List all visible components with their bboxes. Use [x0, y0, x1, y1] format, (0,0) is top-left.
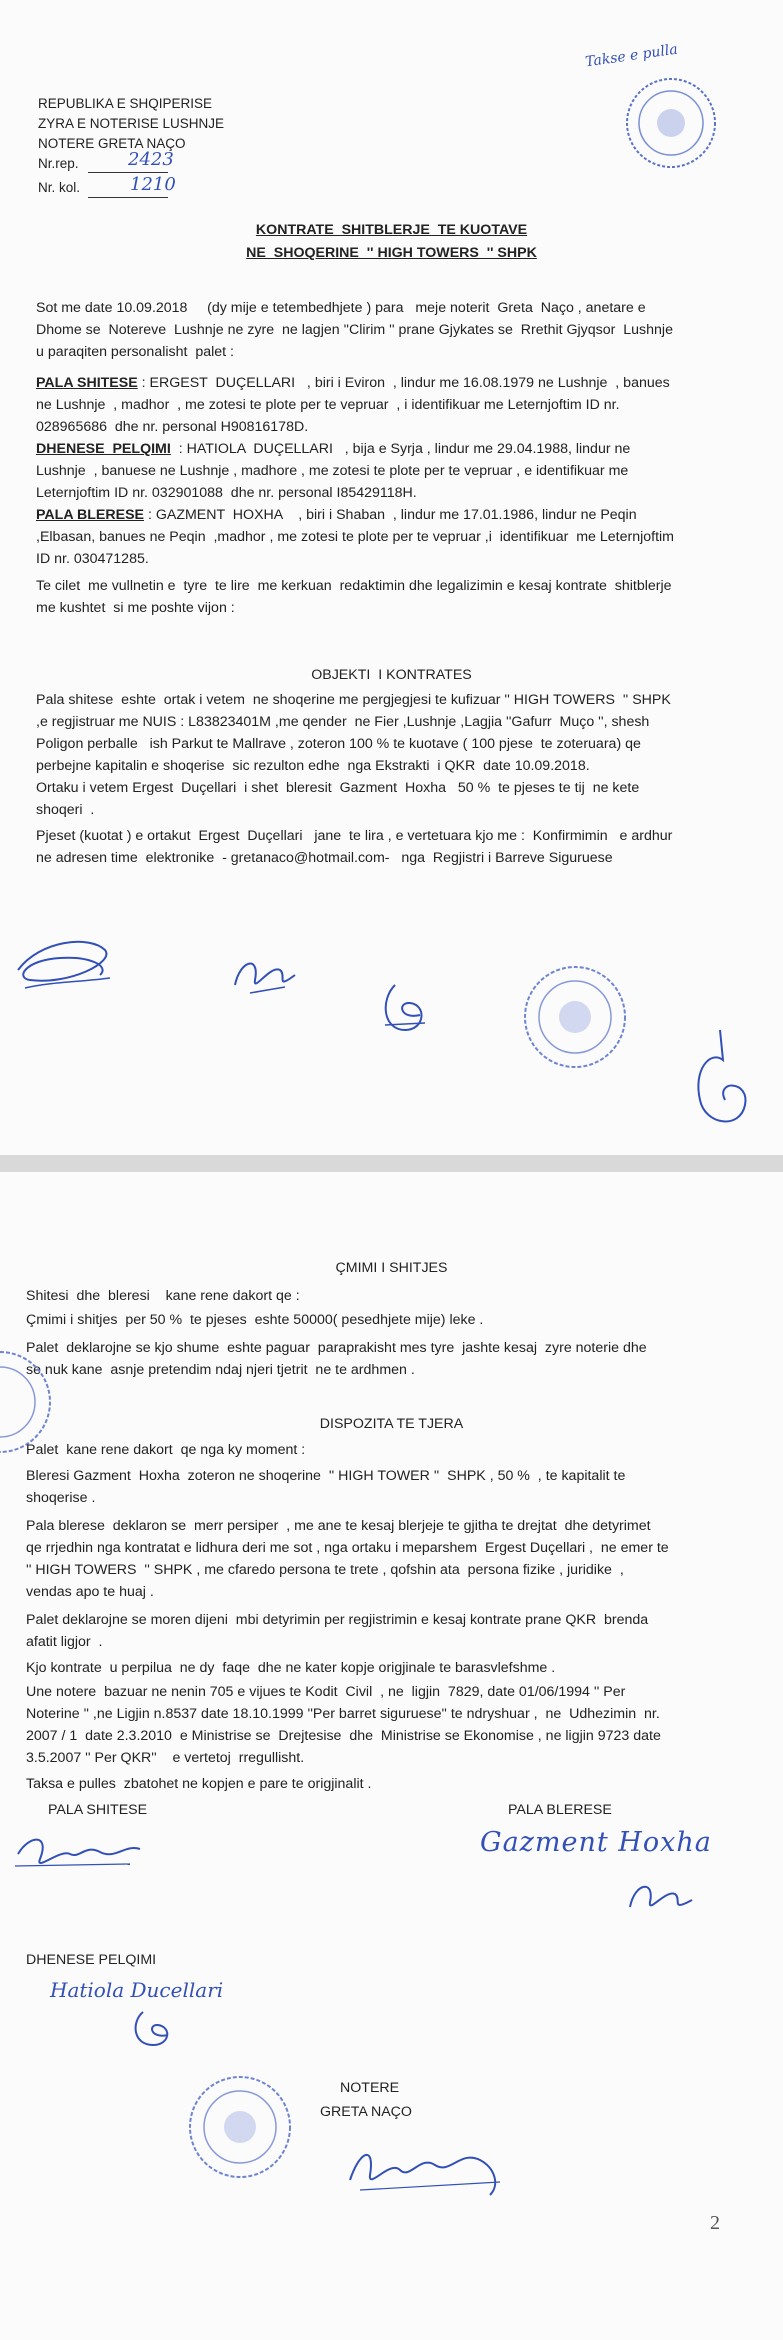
seller-signature-label: PALA SHITESE: [48, 1802, 148, 1818]
price-section-title: ÇMIMI I SHITJES: [335, 1260, 448, 1276]
other-provisions-title: DISPOZITA TE TJERA: [319, 1416, 464, 1432]
provision-line: 2007 / 1 date 2.3.2010 e Ministrise se Drejtesise dhe Ministrise se Ekonomise , ne ligjin 9723 date: [26, 1728, 661, 1744]
seller-signature-icon: [10, 930, 120, 1000]
stamp-duty-note: Takse e pulla: [584, 41, 679, 71]
contract-page-1: [0, 0, 783, 1155]
notary-stamp-icon: [520, 962, 630, 1072]
notary-name: GRETA NAÇO: [320, 2104, 412, 2120]
kol-number-label: Nr. kol.: [38, 180, 81, 195]
buyer-handwritten-name: Gazment Hoxha: [480, 1827, 712, 1858]
price-line: se nuk kane asnje pretendim ndaj njeri tjetrit ne te ardhmen .: [26, 1362, 415, 1378]
provision-line: 3.5.2007 '' Per QKR'' e vertetoj rregullisht.: [26, 1750, 305, 1766]
buyer-party-label: PALA BLERESE: [36, 507, 144, 523]
object-line: perbejne kapitalin e shoqerise sic rezulton edhe nga Ekstrakti i QKR date 10.09.2018.: [36, 758, 590, 774]
price-line: Çmimi i shitjes per 50 % te pjeses eshte 50000( pesedhjete mije) leke .: [26, 1312, 484, 1328]
notary-signature-icon: [340, 2130, 515, 2210]
buyer-signature-label: PALA BLERESE: [508, 1802, 612, 1818]
provision-line: vendas apo te huaj .: [26, 1584, 154, 1600]
buyer-signature-icon: [620, 1872, 700, 1922]
buyer-detail-line: ,Elbasan, banues ne Peqin ,madhor , me zotesi te plote per te vepruar ,i identifikuar me Leternjoftim: [36, 529, 674, 545]
provision-line: Bleresi Gazment Hoxha zoteron ne shoqerine '' HIGH TOWER '' SHPK , 50 % , te kapitalit te: [26, 1468, 626, 1484]
provision-line: '' HIGH TOWERS '' SHPK , me cfaredo persona te trete , qofshin ata persona fizike , juridike ,: [26, 1562, 624, 1578]
provision-line: Noterine '' ,ne Ligjin n.8537 date 18.10.1999 ''Per barret siguruese'' te ndryshuar , ne Udhezimin nr.: [26, 1706, 660, 1722]
buyer-party-text: : GAZMENT HOXHA , biri i Shaban , lindur me 17.01.1986, lindur ne Peqin: [144, 507, 637, 523]
price-line: Palet deklarojne se kjo shume eshte paguar paraprakisht mes tyre jashte kesaj zyre noterie dhe: [26, 1340, 647, 1356]
notary-label: NOTERE: [340, 2080, 400, 2096]
consent-detail-line: Leternjoftim ID nr. 032901088 dhe nr. personal I85429118H.: [36, 485, 417, 501]
header-notary: NOTERE GRETA NAÇO: [38, 136, 186, 151]
page-number: 2: [710, 2212, 720, 2234]
kol-number-value: 1210: [130, 174, 176, 195]
seller-party-label: PALA SHITESE: [36, 375, 138, 391]
consent-detail-line: Lushnje , banuese ne Lushnje , madhore , me zotesi te plote per te vepruar , e identifikuar me: [36, 463, 629, 479]
seller-signature-icon: [10, 1824, 150, 1879]
consent-party-text: : HATIOLA DUÇELLARI , bija e Syrja , lindur me 29.04.1988, lindur ne: [170, 441, 631, 457]
contract-title-line2: NE SHOQERINE '' HIGH TOWERS '' SHPK: [246, 245, 537, 261]
will-line: Te cilet me vullnetin e tyre te lire me kerkuan redaktimin dhe legalizimin e kesaj kontrate shitblerje: [36, 578, 672, 594]
seller-detail-line: ne Lushnje , madhor , me zotesi te plote per te vepruar , i identifikuar me Leternjoftim ID nr.: [36, 397, 620, 413]
object-line: ne adresen time elektronike - gretanaco@hotmail.com- nga Regjistri i Barreve Siguruese: [36, 850, 613, 866]
consent-party-label: DHENESE PELQIMI: [36, 441, 171, 457]
seller-party-text: : ERGEST DUÇELLARI , biri i Eviron , lindur me 16.08.1979 ne Lushnje , banues: [137, 375, 670, 391]
buyer-signature-icon: [225, 945, 305, 1005]
consent-handwritten-name: Hatiola Ducellari: [50, 1978, 224, 2002]
intro-line: u paraqiten personalisht palet :: [36, 344, 234, 360]
provision-line: Taksa e pulles zbatohet ne kopjen e pare te origjinalit .: [26, 1776, 372, 1792]
provision-line: qe rrjedhin nga kontratat e lidhura deri me sot , nga ortaku i meparshem Ergest Duçellari , ne emer te: [26, 1540, 669, 1556]
rep-number-value: 2423: [128, 149, 174, 170]
object-line: Pjeset (kuotat ) e ortakut Ergest Duçellari jane te lira , e vertetuara kjo me : Konfirmimin e ardhur: [36, 828, 673, 844]
notary-stamp-icon: [622, 74, 720, 172]
object-line: Poligon perballe ish Parkut te Mallrave , zoteron 100 % te kuotave ( 100 pjese te zoteruara) qe: [36, 736, 641, 752]
provision-line: shoqerise .: [26, 1490, 96, 1506]
seller-detail-line: 028965686 dhe nr. personal H90816178D.: [36, 419, 309, 435]
header-office: ZYRA E NOTERISE LUSHNJE: [38, 116, 225, 131]
object-section-title: OBJEKTI I KONTRATES: [311, 667, 472, 683]
seller-party-line: [36, 373, 670, 393]
header-republic: REPUBLIKA E SHQIPERISE: [38, 96, 213, 111]
provision-line: Palet kane rene dakort qe nga ky moment :: [26, 1442, 306, 1458]
consent-signature-icon: [128, 2007, 178, 2052]
buyer-party-line: [36, 505, 637, 525]
notary-signature-icon: [685, 1020, 755, 1140]
kol-number-underline: [88, 197, 168, 198]
price-line: Shitesi dhe bleresi kane rene dakort qe :: [26, 1288, 300, 1304]
rep-number-label: Nr.rep.: [38, 156, 79, 171]
contract-page-2: [0, 1172, 783, 2340]
consent-signature-icon: [375, 975, 435, 1040]
provision-line: Pala blerese deklaron se merr persiper , me ane te kesaj blerjeje te gjitha te drejtat dhe detyrimet: [26, 1518, 651, 1534]
consent-signature-label: DHENESE PELQIMI: [26, 1952, 157, 1968]
rep-number-underline: [88, 172, 168, 173]
provision-line: Palet deklarojne se moren dijeni mbi detyrimin per regjistrimin e kesaj kontrate prane QKR brenda: [26, 1612, 649, 1628]
provision-line: Kjo kontrate u perpilua ne dy faqe dhe ne kater kopje origjinale te barasvlefshme .: [26, 1660, 556, 1676]
object-line: shoqeri .: [36, 802, 95, 818]
intro-line: Dhome se Notereve Lushnje ne zyre ne lagjen ''Clirim '' prane Gjykates se Rrethit Gjyqsor Lushnje: [36, 322, 673, 338]
provision-line: Une notere bazuar ne nenin 705 e vijues te Kodit Civil , ne ligjin 7829, date 01/06/1994 '' Per: [26, 1684, 626, 1700]
provision-line: afatit ligjor .: [26, 1634, 103, 1650]
object-line: ,e regjistruar me NUIS : L83823401M ,me qender ne Fier ,Lushnje ,Lagjia ''Gafurr Muço '', shesh: [36, 714, 650, 730]
notary-stamp-icon: [185, 2072, 295, 2182]
consent-party-line: [36, 439, 630, 459]
contract-title-line1: KONTRATE SHITBLERJE TE KUOTAVE: [255, 222, 528, 238]
intro-line: Sot me date 10.09.2018 (dy mije e tetembedhjete ) para meje noterit Greta Naço , anetare e: [36, 300, 646, 316]
buyer-detail-line: ID nr. 030471285.: [36, 551, 149, 567]
will-line: me kushtet si me poshte vijon :: [36, 600, 235, 616]
object-line: Ortaku i vetem Ergest Duçellari i shet bleresit Gazment Hoxha 50 % te pjeses te tij ne kete: [36, 780, 640, 796]
object-line: Pala shitese eshte ortak i vetem ne shoqerine me pergjegjesi te kufizuar '' HIGH TOWERS '' SHPK: [36, 692, 671, 708]
